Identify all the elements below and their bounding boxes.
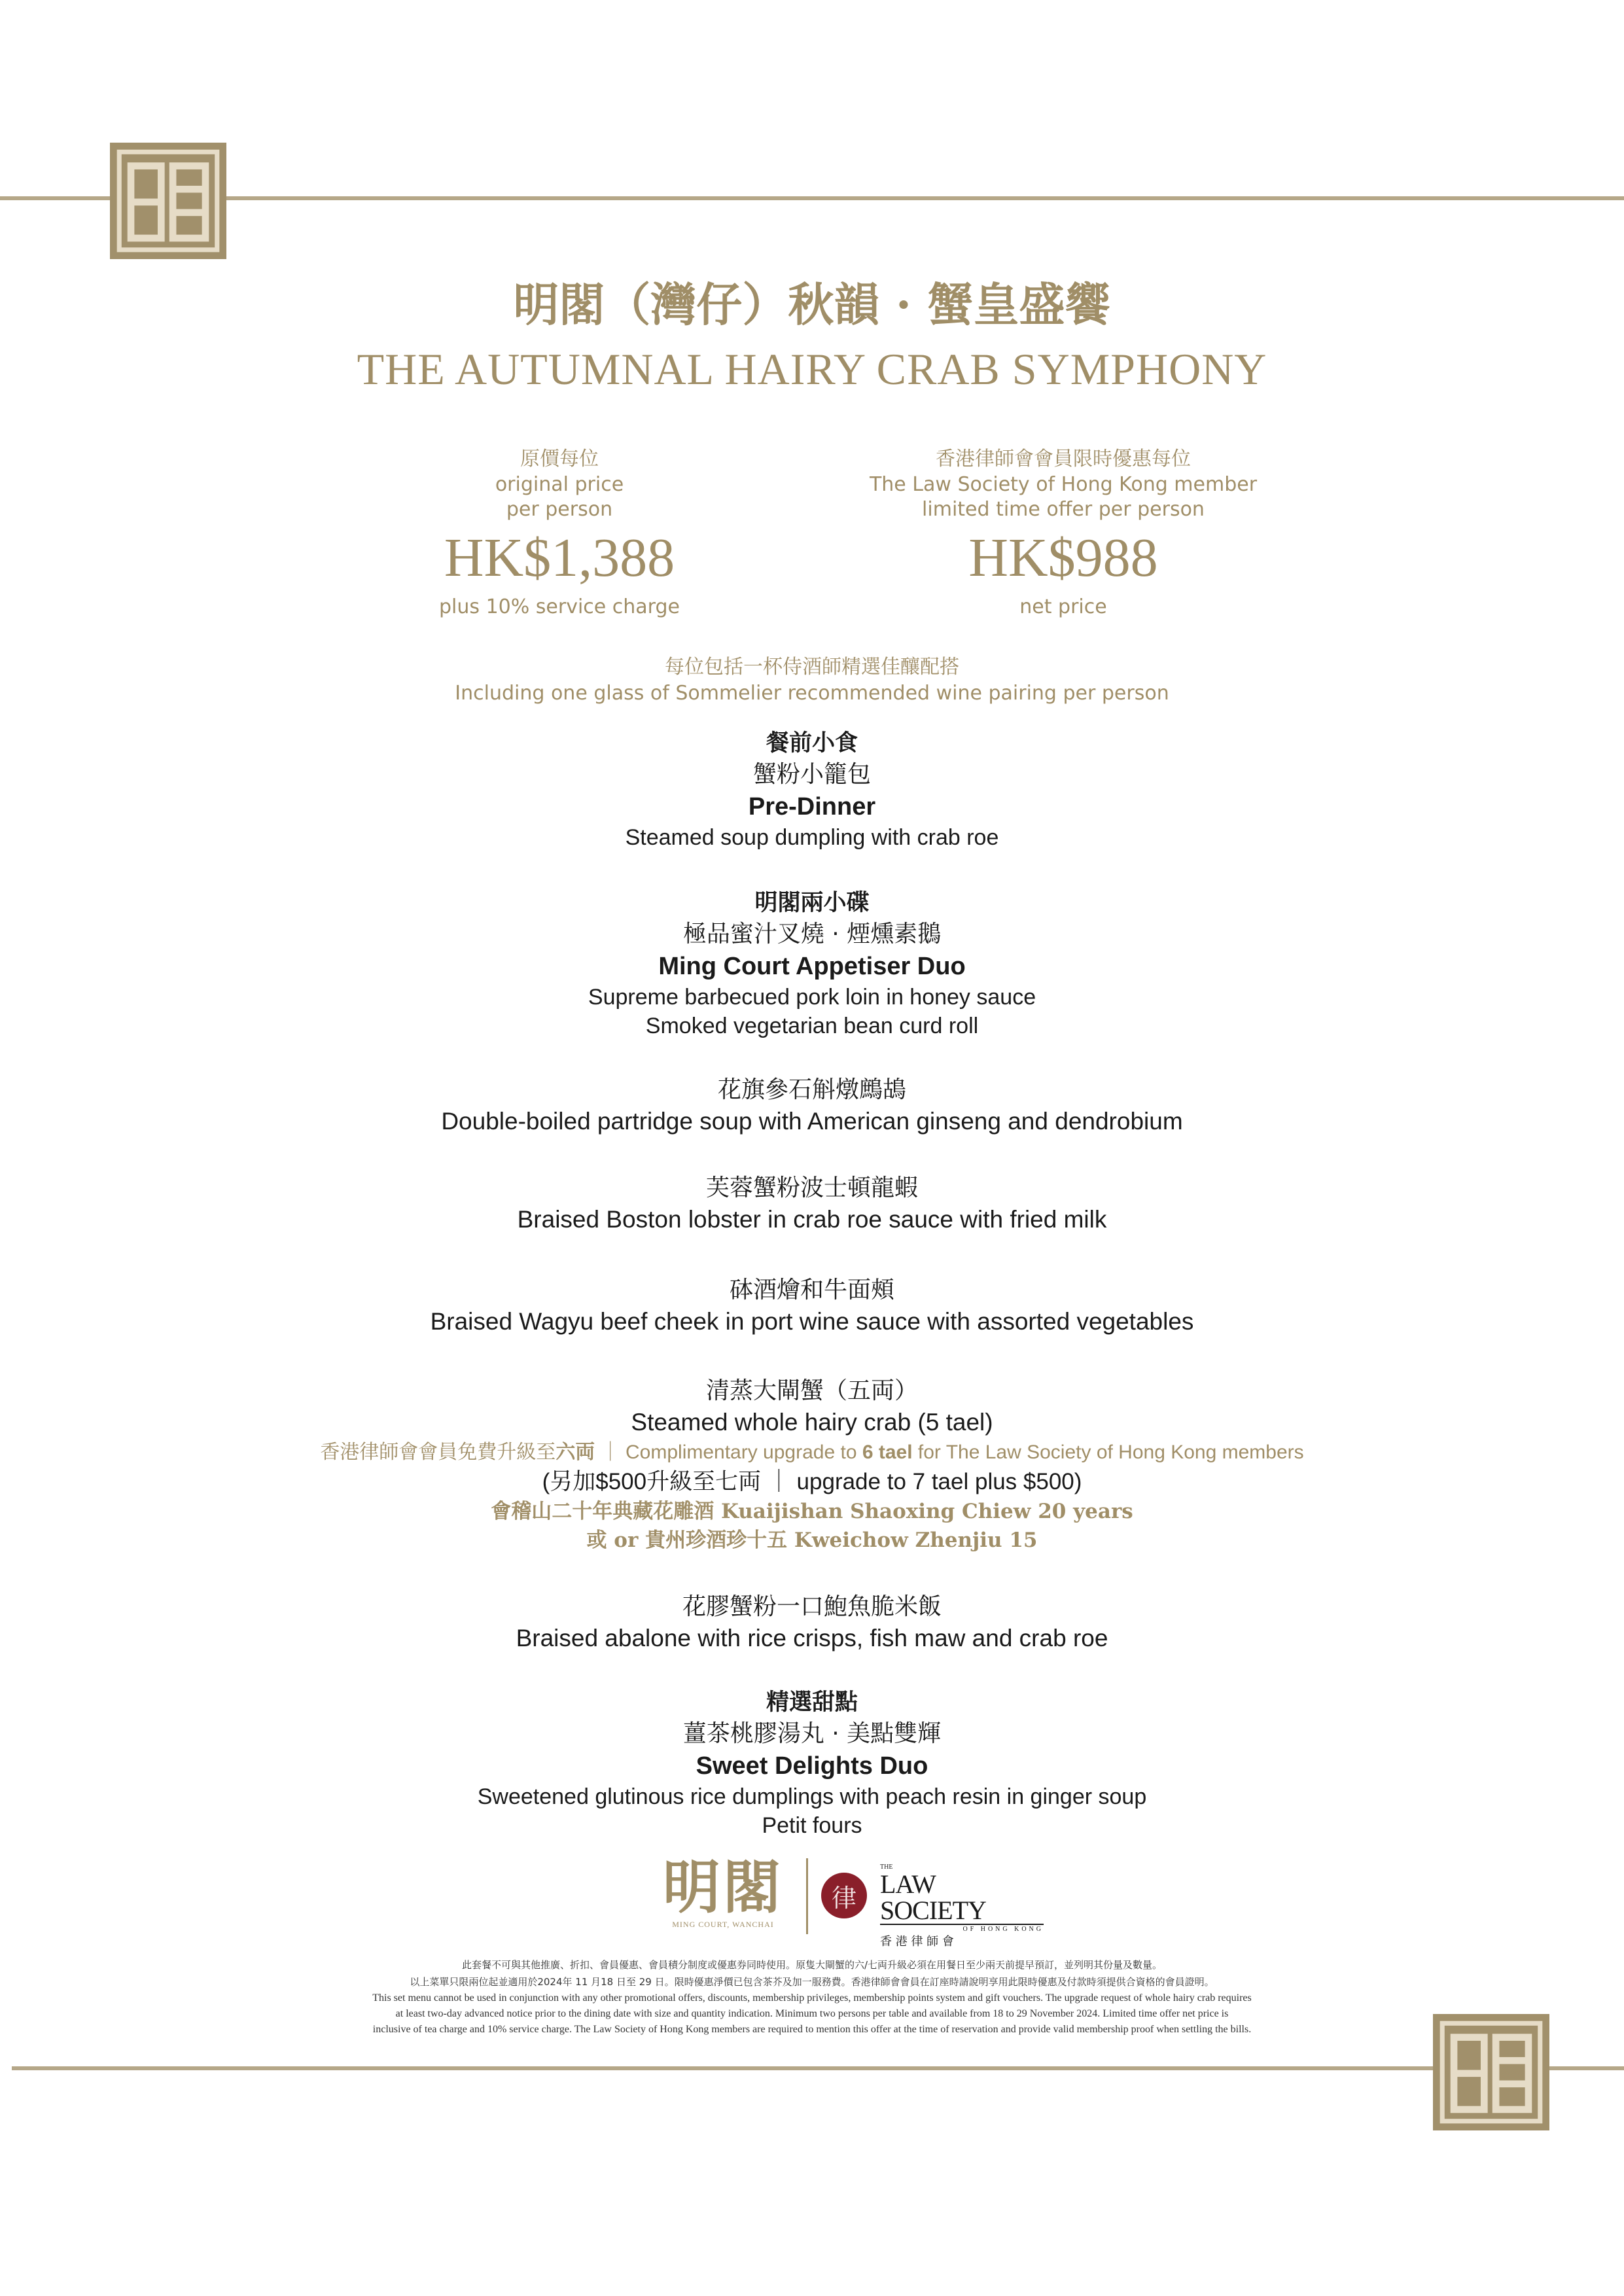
member-price-label-zh: 香港律師會會員限時優惠每位 xyxy=(936,448,1191,470)
dessert-desc-1: Sweetened glutinous rice dumplings with peach resin in ginger soup xyxy=(477,1784,1147,1809)
appetiser-section-zh: 明閣兩小碟 xyxy=(754,890,870,916)
abalone-desc: Braised abalone with rice crisps, fish maw and crab roe xyxy=(516,1625,1108,1651)
crab-dish-zh: 清蒸大閘蟹（五両） xyxy=(705,1377,918,1404)
law-society-logo xyxy=(880,1863,1044,1949)
course-beef xyxy=(0,1275,1624,1337)
beef-desc: Braised Wagyu beef cheek in port wine sauce with assorted vegetables xyxy=(430,1308,1194,1335)
terms-zh-2: 以上菜單只限兩位起並適用於2024年 11 月18 日至 29 日。限時優惠淨價已包含茶芥及加一服務費。香港律師會會員在訂座時請說明享用此限時優惠及付款時須提供合資格的會員證明。 xyxy=(410,1976,1214,1988)
ming-court-logo-en: MING COURT, WANCHAI xyxy=(672,1920,774,1929)
original-price-value: HK$1,388 xyxy=(444,527,675,588)
member-price-value: HK$988 xyxy=(968,527,1158,588)
pre-dinner-desc: Steamed soup dumpling with crab roe xyxy=(625,825,999,850)
original-price-label-zh: 原價每位 xyxy=(520,448,599,470)
crab-wine-2: 或 or 貴州珍酒珍十五 Kweichow Zhenjiu 15 xyxy=(586,1528,1038,1552)
bottom-rule xyxy=(12,2066,1624,2070)
ming-court-logo xyxy=(648,1853,798,1934)
member-price-block xyxy=(769,446,1358,620)
original-price-block xyxy=(265,446,854,620)
pre-dinner-dish-zh: 蟹粉小籠包 xyxy=(752,761,871,788)
soup-dish-zh: 花旗參石斛燉鷓鴣 xyxy=(717,1076,906,1103)
course-abalone xyxy=(0,1591,1624,1654)
terms-en-1: This set menu cannot be used in conjunction with any other promotional offers, discounts, membership privileges, membership points system and gift vouchers. The upgrade request of whole hairy crab requires xyxy=(372,1992,1252,2004)
dessert-desc-2: Petit fours xyxy=(762,1813,862,1838)
law-society-seal-icon xyxy=(821,1873,867,1918)
crab-wine-1: 會稽山二十年典藏花雕酒 Kuaijishan Shaoxing Chiew 20 years xyxy=(491,1500,1133,1523)
lobster-desc: Braised Boston lobster in crab roe sauce with fried milk xyxy=(517,1206,1107,1233)
crab-desc: Steamed whole hairy crab (5 tael) xyxy=(631,1409,993,1436)
law-society-name: LAW SOCIETY xyxy=(880,1871,1044,1925)
crab-upgrade-zh-bold: 六両 xyxy=(556,1441,595,1463)
crab-upgrade-en-post: for The Law Society of Hong Kong members xyxy=(912,1441,1304,1463)
original-price-label-en-1: original price xyxy=(495,473,624,496)
course-soup xyxy=(0,1074,1624,1137)
crab-upgrade-separator: ｜ xyxy=(595,1441,620,1463)
dessert-section-en: Sweet Delights Duo xyxy=(696,1752,928,1780)
abalone-dish-zh: 花膠蟹粉一口鮑魚脆米飯 xyxy=(682,1593,942,1620)
soup-desc: Double-boiled partridge soup with American ginseng and dendrobium xyxy=(441,1108,1183,1135)
terms-block xyxy=(0,1956,1624,2038)
member-price-label-en-1: The Law Society of Hong Kong member xyxy=(869,473,1258,496)
ming-mark-bottom-icon xyxy=(1433,2014,1549,2130)
course-dessert xyxy=(0,1687,1624,1840)
course-lobster xyxy=(0,1173,1624,1235)
crab-upgrade-en-bold: 6 tael xyxy=(862,1441,913,1463)
appetiser-dish-zh: 極品蜜汁叉燒 · 煙燻素鵝 xyxy=(682,921,942,947)
ming-mark-top-icon xyxy=(110,143,226,259)
original-price-label-en-2: per person xyxy=(506,498,613,521)
law-society-seal-text: 律 xyxy=(831,1883,856,1913)
lobster-dish-zh: 芙蓉蟹粉波士頓龍蝦 xyxy=(705,1174,918,1201)
course-pre-dinner xyxy=(0,728,1624,852)
logo-divider xyxy=(806,1858,808,1934)
original-price-note: plus 10% service charge xyxy=(439,595,680,618)
crab-upgrade-offer xyxy=(0,1438,1624,1467)
beef-dish-zh: 砵酒燴和牛面頰 xyxy=(729,1277,894,1303)
pre-dinner-section-en: Pre-Dinner xyxy=(748,793,876,821)
law-society-sub: OF HONG KONG xyxy=(962,1926,1044,1933)
appetiser-section-en: Ming Court Appetiser Duo xyxy=(658,953,966,980)
crab-upgrade-en: Complimentary upgrade to xyxy=(626,1441,862,1463)
crab-upgrade-zh: 香港律師會會員免費升級至 xyxy=(320,1441,556,1463)
crab-paid-upgrade: (另加$500升級至七両 ｜ upgrade to 7 tael plus $500) xyxy=(542,1469,1082,1494)
ming-court-logo-zh: 明閣 xyxy=(662,1853,783,1921)
appetiser-desc-2: Smoked vegetarian bean curd roll xyxy=(645,1014,979,1038)
law-society-zh: 香 港 律 師 會 xyxy=(880,1935,954,1949)
appetiser-desc-1: Supreme barbecued pork loin in honey sauce xyxy=(588,985,1036,1010)
member-price-label-en-2: limited time offer per person xyxy=(922,498,1205,521)
terms-en-2: at least two-day advanced notice prior to the dining date with size and quantity indication. Minimum two persons per table and available from 18 to 29 November 2024. Limited time offer net price is xyxy=(395,2008,1229,2019)
wine-pairing-en: Including one glass of Sommelier recommended wine pairing per person xyxy=(455,682,1169,705)
top-rule xyxy=(0,196,1624,200)
wine-pairing-note xyxy=(0,654,1624,707)
wine-pairing-zh: 每位包括一杯侍酒師精選佳釀配搭 xyxy=(665,656,959,679)
dessert-section-zh: 精選甜點 xyxy=(766,1689,858,1716)
terms-zh-1: 此套餐不可與其他推廣、折扣、會員優惠、會員積分制度或優惠券同時使用。原隻大閘蟹的六/七両升級必須在用餐日至少兩天前提早預訂，並列明其份量及數量。 xyxy=(461,1959,1163,1971)
member-price-note: net price xyxy=(1019,595,1107,618)
dessert-dish-zh: 薑茶桃膠湯丸 · 美點雙輝 xyxy=(682,1720,942,1747)
terms-en-3: inclusive of tea charge and 10% service charge. The Law Society of Hong Kong members are required to mention this offer at the time of reservation and provide valid membership proof when settling the bills. xyxy=(372,2024,1252,2035)
course-crab xyxy=(0,1375,1624,1555)
pre-dinner-section-zh: 餐前小食 xyxy=(766,730,858,756)
law-society-the: THE xyxy=(880,1863,893,1871)
course-appetiser xyxy=(0,887,1624,1040)
title-zh: 明閣（灣仔）秋韻 · 蟹皇盛饗 xyxy=(513,277,1111,332)
title-en: THE AUTUMNAL HAIRY CRAB SYMPHONY xyxy=(357,344,1267,394)
